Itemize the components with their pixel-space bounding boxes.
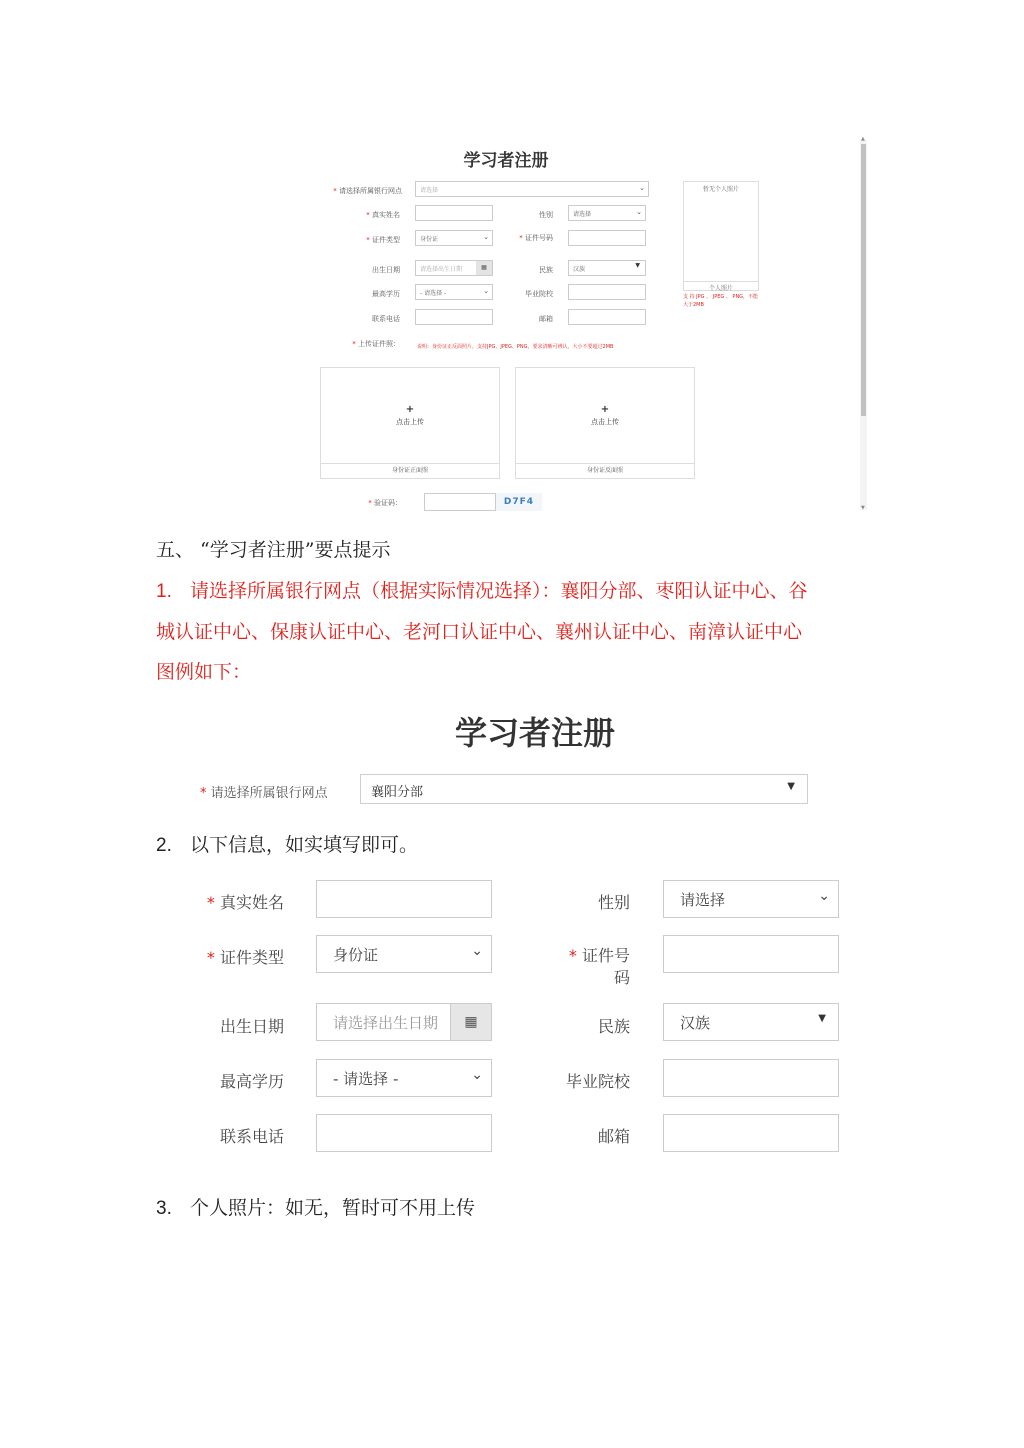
calendar-icon[interactable]: ▦ — [450, 1003, 492, 1041]
birth-date-input[interactable]: 请选择出生日期 ▦ — [415, 260, 493, 276]
chevron-down-icon: ⌄ — [471, 943, 483, 959]
education-select[interactable]: - 请选择 - ⌄ — [415, 284, 493, 300]
chevron-down-icon: ⌄ — [818, 888, 830, 904]
birth-label: 出生日期 — [372, 266, 400, 274]
scroll-down-icon[interactable]: ▼ — [861, 505, 865, 511]
ex-email-input[interactable] — [663, 1114, 839, 1152]
chevron-down-icon: ⌄ — [483, 233, 489, 241]
ex-education-select[interactable]: - 请选择 - ⌄ — [316, 1059, 492, 1097]
ex-phone-input[interactable] — [316, 1114, 492, 1152]
ex-birth-input[interactable]: 请选择出生日期 — [316, 1003, 452, 1041]
captcha-label: * 验证码： — [368, 499, 402, 507]
chevron-down-icon: ⌄ — [471, 1067, 483, 1083]
caret-down-icon: ▼ — [787, 781, 795, 792]
chevron-down-icon: ⌄ — [639, 184, 645, 192]
photo-hint: 支 持 JPG 、 JPEG 、 PNG，不能大于2MB — [683, 294, 759, 308]
upload-caption: 身份证反面照 — [516, 463, 694, 478]
photo-upload-box[interactable] — [683, 181, 759, 291]
item1-line2: 城认证中心、保康认证中心、老河口认证中心、襄州认证中心、南漳认证中心 — [156, 621, 803, 643]
name-label: * 真实姓名 — [366, 211, 400, 219]
phone-label: 联系电话 — [372, 315, 400, 323]
chevron-down-icon: ⌄ — [636, 208, 642, 216]
school-label: 毕业院校 — [525, 290, 553, 298]
ex-id-type-select[interactable]: 身份证 ⌄ — [316, 935, 492, 973]
ex-gender-select[interactable]: 请选择 ⌄ — [663, 880, 839, 918]
ethnicity-label: 民族 — [539, 266, 553, 274]
upload-label: * 上传证件照： — [352, 340, 400, 348]
photo-caption: 个人照片 — [683, 281, 759, 292]
id-type-label: * 证件类型 — [366, 236, 400, 244]
branch-select[interactable]: 请选择 ⌄ — [415, 181, 649, 197]
form-title: 学习者注册 — [463, 151, 549, 171]
ex-name-label: * 真实姓名 — [206, 893, 284, 912]
id-front-upload[interactable] — [320, 367, 500, 479]
email-input[interactable] — [568, 309, 646, 325]
id-number-input[interactable] — [568, 230, 646, 246]
ex-school-label: 毕业院校 — [565, 1072, 630, 1091]
ex-birth-label: 出生日期 — [219, 1017, 284, 1036]
caret-down-icon: ▼ — [818, 1013, 826, 1024]
item1-line1: 1. 请选择所属银行网点（根据实际情况选择）：襄阳分部、枣阳认证中心、谷 — [156, 580, 808, 602]
scroll-up-icon[interactable]: ▲ — [861, 136, 865, 142]
upload-text: 点击上传 — [396, 418, 424, 426]
ex-school-input[interactable] — [663, 1059, 839, 1097]
captcha-input[interactable] — [424, 493, 496, 511]
example-title: 学习者注册 — [454, 714, 615, 752]
ex-id-type-label: * 证件类型 — [206, 948, 284, 967]
plus-icon: + — [405, 404, 415, 415]
ethnicity-select[interactable]: 汉族 ▼ — [568, 260, 646, 276]
id-number-label: * 证件号码 — [519, 234, 553, 242]
section-heading: 五、 “学习者注册”要点提示 — [156, 539, 391, 561]
id-type-select[interactable]: 身份证 ⌄ — [415, 230, 493, 246]
ex-id-number-input[interactable] — [663, 935, 839, 973]
calendar-icon[interactable]: ▦ — [476, 261, 492, 275]
gender-label: 性别 — [539, 211, 553, 219]
captcha-image[interactable]: D7F4 — [496, 493, 542, 511]
plus-icon: + — [600, 404, 610, 415]
photo-empty-text: 暂无个人照片 — [702, 186, 739, 193]
ex-email-label: 邮箱 — [597, 1127, 630, 1146]
upload-caption: 身份证正面照 — [321, 463, 499, 478]
ex-phone-label: 联系电话 — [219, 1127, 284, 1146]
branch-label: * 请选择所属银行网点 — [333, 187, 402, 195]
ex-name-input[interactable] — [316, 880, 492, 918]
chevron-down-icon: ⌄ — [483, 287, 489, 295]
ex-ethnicity-select[interactable]: 汉族 ▼ — [663, 1003, 839, 1041]
scrollbar-thumb[interactable] — [861, 144, 866, 416]
upload-note: 说明：身份证正反面照片，支持JPG、JPEG、PNG，要求清晰可辨认，大小不要超过2MB — [417, 344, 614, 350]
ex-education-label: 最高学历 — [219, 1072, 284, 1091]
registration-form-screenshot — [316, 136, 872, 514]
ex-gender-label: 性别 — [597, 893, 630, 912]
ex-id-number-label: * 证件号码 — [568, 946, 630, 987]
upload-text: 点击上传 — [591, 418, 619, 426]
email-label: 邮箱 — [539, 315, 553, 323]
item2: 2. 以下信息，如实填写即可。 — [156, 834, 418, 856]
school-input[interactable] — [568, 284, 646, 300]
example-branch-label: * 请选择所属银行网点 — [200, 786, 328, 801]
caret-down-icon: ▼ — [635, 262, 640, 269]
gender-select[interactable]: 请选择 ⌄ — [568, 205, 646, 221]
ex-ethnicity-label: 民族 — [597, 1017, 630, 1036]
education-label: 最高学历 — [372, 290, 400, 298]
example-branch-select[interactable]: 襄阳分部 ▼ — [360, 774, 808, 804]
item3: 3. 个人照片：如无，暂时可不用上传 — [156, 1197, 475, 1219]
item1-line3: 图例如下： — [156, 661, 252, 683]
id-back-upload[interactable] — [515, 367, 695, 479]
